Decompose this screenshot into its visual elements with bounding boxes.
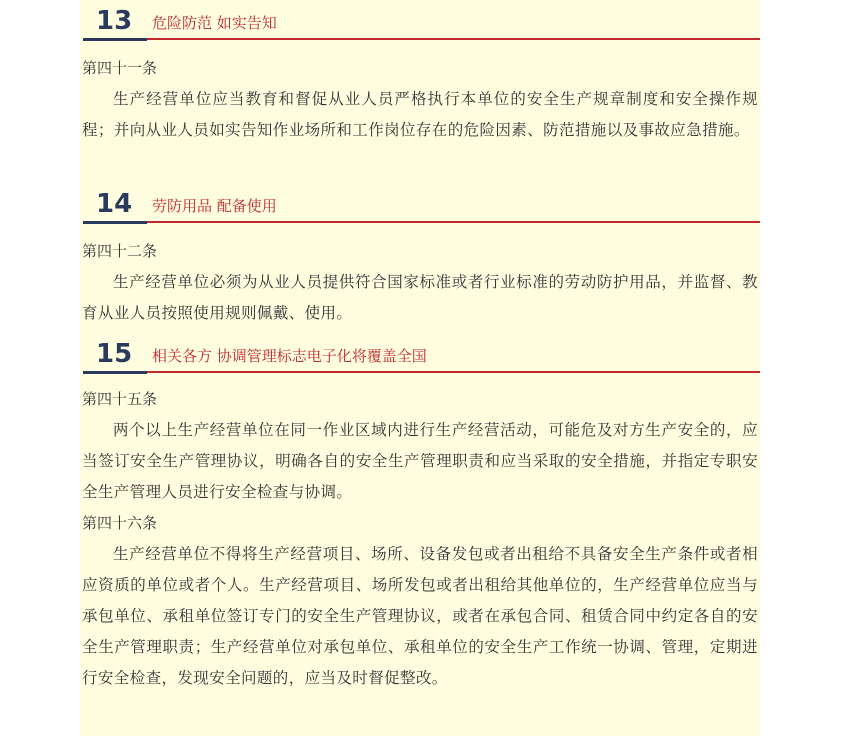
section-13 bbox=[80, 0, 760, 146]
section-number-underline bbox=[83, 221, 147, 224]
section-number: 13 bbox=[96, 6, 133, 36]
article-title: 第四十五条 bbox=[82, 390, 158, 408]
section-15 bbox=[80, 333, 760, 694]
section-heading: 危险防范 如实告知 bbox=[152, 14, 277, 32]
section-divider bbox=[147, 38, 760, 40]
article-title: 第四十一条 bbox=[82, 59, 158, 77]
section-heading: 劳防用品 配备使用 bbox=[152, 197, 277, 215]
section-divider bbox=[147, 221, 760, 223]
document-panel bbox=[80, 0, 760, 736]
article-body: 生产经营单位必须为从业人员提供符合国家标准或者行业标准的劳动防护用品，并监督、教育从业人员按照使用规则佩戴、使用。 bbox=[82, 273, 758, 322]
section-number: 15 bbox=[96, 339, 133, 369]
section-number-underline bbox=[83, 371, 147, 374]
section-divider bbox=[147, 371, 760, 373]
article-body: 生产经营单位不得将生产经营项目、场所、设备发包或者出租给不具备安全生产条件或者相应资质的单位或者个人。生产经营项目、场所发包或者出租给其他单位的，生产经营单位应当与承包单位、承租单位签订专门的安全生产管理协议，或者在承包合同、租赁合同中约定各自的安全生产管理职责；生产经营单位对承包单位、承租单位的安全生产工作统一协调、管理，定期进行安全检查，发现安全问题的，应当及时督促整改。 bbox=[82, 545, 758, 687]
section-header bbox=[80, 0, 760, 41]
article-body: 生产经营单位应当教育和督促从业人员严格执行本单位的安全生产规章制度和安全操作规程；并向从业人员如实告知作业场所和工作岗位存在的危险因素、防范措施以及事故应急措施。 bbox=[82, 90, 758, 139]
section-header bbox=[80, 183, 760, 224]
section-14 bbox=[80, 183, 760, 329]
article-body: 两个以上生产经营单位在同一作业区域内进行生产经营活动，可能危及对方生产安全的，应当签订安全生产管理协议，明确各自的安全生产管理职责和应当采取的安全措施，并指定专职安全生产管理人员进行安全检查与协调。 bbox=[82, 421, 758, 501]
article-title: 第四十二条 bbox=[82, 242, 158, 260]
section-number-underline bbox=[83, 38, 147, 41]
section-header bbox=[80, 333, 760, 374]
section-heading: 相关各方 协调管理标志电子化将覆盖全国 bbox=[152, 347, 427, 365]
article-title: 第四十六条 bbox=[82, 514, 158, 532]
section-number: 14 bbox=[96, 189, 133, 219]
